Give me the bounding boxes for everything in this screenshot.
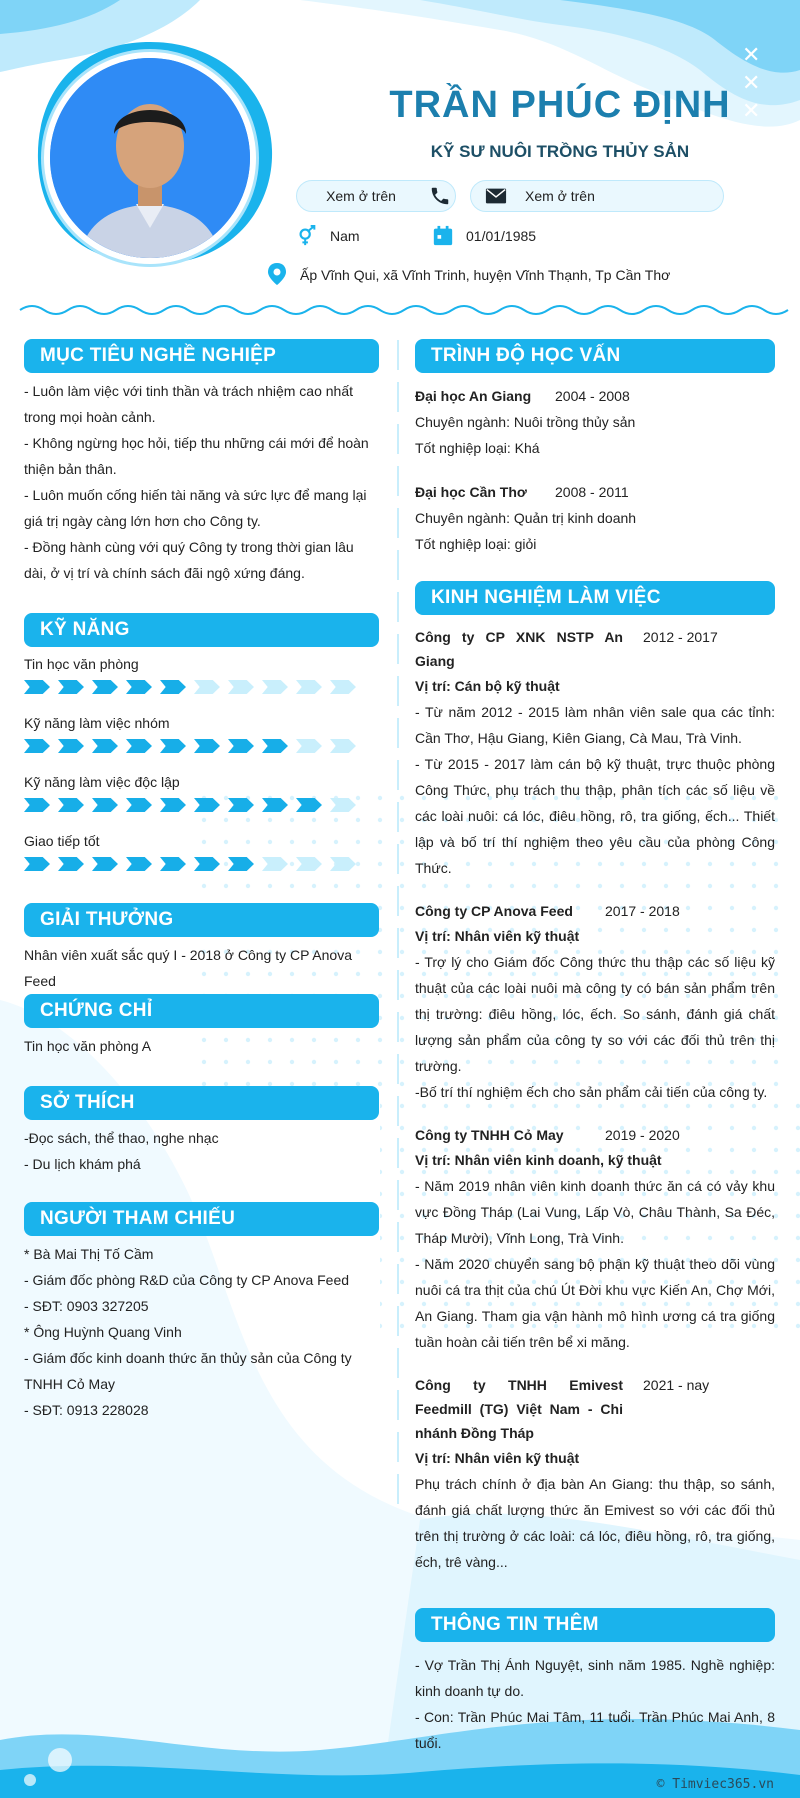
skill-level-empty bbox=[262, 680, 288, 694]
reference-line: * Ông Huỳnh Quang Vinh bbox=[24, 1324, 182, 1340]
skill-level-empty bbox=[330, 739, 356, 753]
objective-line: - Luôn làm việc với tinh thần và trách nhiệm cao nhất trong mọi hoàn cảnh. bbox=[24, 383, 354, 425]
phone-icon bbox=[425, 181, 455, 211]
job-detail: - Từ 2015 - 2017 làm cán bộ kỹ thuật, trực thuộc phòng Công Thức, phụ trách thu thập, phân tích các số liệu về các loài nuôi: cá lóc, điêu hồng, rô, tra giống, ếch... Thiết lập và bố trí thí nghiệm theo yêu cầu của phòng Công Thức. bbox=[415, 756, 775, 876]
skill-level-filled bbox=[58, 857, 84, 871]
education-head bbox=[415, 479, 775, 505]
job-detail: Phụ trách chính ở địa bàn An Giang: thu thập, so sánh, đánh giá chất lượng thức ăn Emivest so với các đối thủ trên thị trường ở các loài: cá lóc, điêu hồng, rô, tra giống, ếch, trê vàng... bbox=[415, 1476, 775, 1570]
job-period: 2017 - 2018 bbox=[605, 903, 680, 919]
skill-level-empty bbox=[296, 857, 322, 871]
skill-item bbox=[24, 774, 379, 833]
mail-icon bbox=[481, 181, 511, 211]
job-company: Công ty CP XNK NSTP An Giang bbox=[415, 629, 623, 669]
school-name: Đại học Cần Thơ bbox=[415, 484, 527, 500]
references-list bbox=[24, 1241, 379, 1423]
address-row bbox=[266, 264, 670, 286]
skill-level-empty bbox=[262, 857, 288, 871]
job-detail: - Từ năm 2012 - 2015 làm nhân viên sale qua các tỉnh: Cần Thơ, Hậu Giang, Kiên Giang, Cà Mau, Trà Vinh. bbox=[415, 704, 775, 746]
job-item bbox=[415, 1373, 775, 1575]
job-item bbox=[415, 1123, 775, 1355]
reference-line: - SĐT: 0913 228028 bbox=[24, 1402, 149, 1418]
job-position: Vị trí: Nhân viên kinh doanh, kỹ thuật bbox=[415, 1152, 662, 1168]
section-objective-heading: MỤC TIÊU NGHỀ NGHIỆP bbox=[24, 339, 379, 373]
section-education-heading: TRÌNH ĐỘ HỌC VẤN bbox=[415, 339, 775, 373]
decoration-x-icon: ✕ bbox=[742, 70, 761, 95]
reference-line: - SĐT: 0903 327205 bbox=[24, 1298, 149, 1314]
gender-icon bbox=[296, 225, 318, 247]
profile-photo bbox=[50, 58, 250, 258]
birthday-row bbox=[432, 225, 536, 247]
job-item bbox=[415, 899, 775, 1105]
skill-level-filled bbox=[58, 739, 84, 753]
skill-level-filled bbox=[228, 857, 254, 871]
hobby-line: - Du lịch khám phá bbox=[24, 1156, 141, 1172]
skill-level-bar bbox=[24, 798, 379, 812]
job-head bbox=[415, 1123, 775, 1147]
avatar bbox=[44, 52, 256, 264]
skill-level-filled bbox=[160, 798, 186, 812]
section-extra-heading: THÔNG TIN THÊM bbox=[415, 1608, 775, 1642]
education-period: 2004 - 2008 bbox=[555, 388, 630, 404]
address-value: Ấp Vĩnh Qui, xã Vĩnh Trinh, huyện Vĩnh Thạnh, Tp Cần Thơ bbox=[300, 267, 671, 283]
skill-label: Tin học văn phòng bbox=[24, 656, 139, 672]
skill-level-filled bbox=[228, 798, 254, 812]
skill-level-bar bbox=[24, 739, 379, 753]
objective-line: - Không ngừng học hỏi, tiếp thu những cái mới để hoàn thiện bản thân. bbox=[24, 435, 369, 477]
calendar-icon bbox=[432, 225, 454, 247]
skill-level-filled bbox=[92, 857, 118, 871]
phone-field bbox=[296, 180, 456, 212]
skill-label: Kỹ năng làm việc nhóm bbox=[24, 715, 170, 731]
section-experience-heading: KINH NGHIỆM LÀM VIỆC bbox=[415, 581, 775, 615]
job-head bbox=[415, 1373, 775, 1445]
skill-level-filled bbox=[160, 739, 186, 753]
section-awards-heading: GIẢI THƯỞNG bbox=[24, 903, 379, 937]
skill-level-bar bbox=[24, 857, 379, 871]
certificates-text: Tin học văn phòng A bbox=[24, 1038, 152, 1054]
decoration-x-icon: ✕ bbox=[742, 42, 761, 67]
skill-level-filled bbox=[126, 857, 152, 871]
objective-line: - Đồng hành cùng với quý Công ty trong thời gian lâu dài, ở vị trí và chính sách đãi ngộ xứng đáng. bbox=[24, 539, 354, 581]
gender-row bbox=[296, 225, 360, 247]
education-item bbox=[415, 479, 775, 557]
education-grade: Tốt nghiệp loại: giỏi bbox=[415, 536, 537, 552]
skill-level-filled bbox=[24, 798, 50, 812]
skill-label: Giao tiếp tốt bbox=[24, 833, 100, 849]
section-references-heading: NGƯỜI THAM CHIẾU bbox=[24, 1202, 379, 1236]
job-period: 2012 - 2017 bbox=[643, 629, 718, 645]
skill-level-filled bbox=[228, 739, 254, 753]
skill-level-filled bbox=[160, 680, 186, 694]
skill-level-filled bbox=[160, 857, 186, 871]
phone-value: Xem ở trên bbox=[326, 188, 396, 204]
birthday-value: 01/01/1985 bbox=[466, 228, 537, 244]
skill-level-filled bbox=[126, 739, 152, 753]
job-item bbox=[415, 625, 775, 881]
skill-level-filled bbox=[58, 680, 84, 694]
email-field bbox=[470, 180, 724, 212]
skill-item bbox=[24, 833, 379, 892]
skill-level-filled bbox=[24, 857, 50, 871]
skill-item bbox=[24, 715, 379, 774]
footer-watermark: © Timviec365.vn bbox=[656, 1777, 774, 1792]
skill-level-filled bbox=[262, 798, 288, 812]
skill-level-empty bbox=[228, 680, 254, 694]
education-period: 2008 - 2011 bbox=[555, 484, 629, 500]
skill-level-empty bbox=[194, 680, 220, 694]
decoration-x-icon: ✕ bbox=[742, 98, 761, 123]
job-period: 2021 - nay bbox=[643, 1377, 710, 1393]
job-head bbox=[415, 625, 775, 673]
job-title: KỸ SƯ NUÔI TRỒNG THỦY SẢN bbox=[430, 142, 690, 161]
job-company: Công ty TNHH Cỏ May bbox=[415, 1127, 564, 1143]
skill-level-filled bbox=[92, 739, 118, 753]
objective-line: - Luôn muốn cống hiến tài năng và sức lực để mang lại giá trị ngày càng lớn hơn cho Công ty. bbox=[24, 487, 367, 529]
objective-list bbox=[24, 378, 379, 586]
skill-label: Kỹ năng làm việc độc lập bbox=[24, 774, 180, 790]
extra-list bbox=[415, 1652, 775, 1756]
hobbies-list bbox=[24, 1125, 379, 1177]
skill-level-filled bbox=[262, 739, 288, 753]
skill-level-filled bbox=[126, 798, 152, 812]
extra-line: - Vợ Trần Thị Ánh Nguyệt, sinh năm 1985. Nghề nghiệp: kinh doanh tự do. bbox=[415, 1657, 775, 1699]
job-period: 2019 - 2020 bbox=[605, 1127, 680, 1143]
skill-level-filled bbox=[194, 798, 220, 812]
skill-level-filled bbox=[92, 680, 118, 694]
skill-level-filled bbox=[296, 798, 322, 812]
skills-list bbox=[24, 656, 379, 892]
skill-level-empty bbox=[330, 857, 356, 871]
skill-level-empty bbox=[330, 680, 356, 694]
skill-level-empty bbox=[330, 798, 356, 812]
education-list bbox=[415, 383, 775, 557]
job-position: Vị trí: Nhân viên kỹ thuật bbox=[415, 1450, 580, 1466]
email-value: Xem ở trên bbox=[525, 188, 595, 204]
skill-level-filled bbox=[126, 680, 152, 694]
job-position: Vị trí: Nhân viên kỹ thuật bbox=[415, 928, 580, 944]
reference-line: * Bà Mai Thị Tố Cầm bbox=[24, 1246, 154, 1262]
job-detail: - Năm 2019 nhân viên kinh doanh thức ăn cá có vảy khu vực Đồng Tháp (Lai Vung, Lấp Vò, Châu Thành, Sa Đéc, Tháp Mười), Vĩnh Long, Trà Vinh. bbox=[415, 1178, 775, 1246]
job-company: Công ty TNHH Emivest Feedmill (TG) Việt Nam - Chi nhánh Đồng Tháp bbox=[415, 1377, 623, 1441]
extra-line: - Con: Trần Phúc Mai Tâm, 11 tuổi. Trần Phúc Mai Anh, 8 tuổi. bbox=[415, 1709, 775, 1751]
skill-level-filled bbox=[24, 739, 50, 753]
school-name: Đại học An Giang bbox=[415, 388, 532, 404]
education-grade: Tốt nghiệp loại: Khá bbox=[415, 440, 540, 456]
skill-level-empty bbox=[296, 680, 322, 694]
skill-level-bar bbox=[24, 680, 379, 694]
skill-level-filled bbox=[92, 798, 118, 812]
section-certificates-heading: CHỨNG CHỈ bbox=[24, 994, 379, 1028]
location-pin-icon bbox=[266, 264, 288, 286]
job-head bbox=[415, 899, 775, 923]
job-detail: - Trợ lý cho Giám đốc Công thức thu thập các số liệu kỹ thuật của các loài nuôi mà công ty có bán sản phẩm trên thị trường: điêu hồng, lóc, ếch. So sánh, đánh giá chất lượng sản phẩm của công ty so với các đối thủ trên thị trường. bbox=[415, 954, 775, 1074]
education-item bbox=[415, 383, 775, 461]
education-head bbox=[415, 383, 775, 409]
job-position: Vị trí: Cán bộ kỹ thuật bbox=[415, 678, 560, 694]
skill-level-filled bbox=[194, 857, 220, 871]
candidate-name: TRẦN PHÚC ĐỊNH bbox=[389, 84, 731, 126]
section-hobbies-heading: SỞ THÍCH bbox=[24, 1086, 379, 1120]
education-major: Chuyên ngành: Quản trị kinh doanh bbox=[415, 510, 637, 526]
section-skills-heading: KỸ NĂNG bbox=[24, 613, 379, 647]
skill-level-filled bbox=[58, 798, 84, 812]
awards-text: Nhân viên xuất sắc quý I - 2018 ở Công ty CP Anova Feed bbox=[24, 947, 353, 989]
skill-level-filled bbox=[194, 739, 220, 753]
gender-value: Nam bbox=[330, 228, 360, 244]
skill-item bbox=[24, 656, 379, 715]
job-detail: - Năm 2020 chuyển sang bộ phận kỹ thuật theo dõi vùng nuôi cá tra thịt của chú Út Đời khu vực Kiến An, Chợ Mới, An Giang. Tham gia vận hành mô hình ương cá tra giống tuần hoàn cải tiến trên bể xi măng. bbox=[415, 1256, 775, 1350]
education-major: Chuyên ngành: Nuôi trồng thủy sản bbox=[415, 414, 636, 430]
skill-level-empty bbox=[296, 739, 322, 753]
reference-line: - Giám đốc kinh doanh thức ăn thủy sản của Công ty TNHH Cỏ May bbox=[24, 1350, 352, 1392]
job-company: Công ty CP Anova Feed bbox=[415, 903, 573, 919]
reference-line: - Giám đốc phòng R&D của Công ty CP Anova Feed bbox=[24, 1272, 350, 1288]
job-detail: -Bố trí thí nghiệm ếch cho sản phẩm cải tiến của công ty. bbox=[415, 1084, 768, 1100]
skill-level-filled bbox=[24, 680, 50, 694]
hobby-line: -Đọc sách, thể thao, nghe nhạc bbox=[24, 1130, 219, 1146]
experience-list bbox=[415, 625, 775, 1575]
